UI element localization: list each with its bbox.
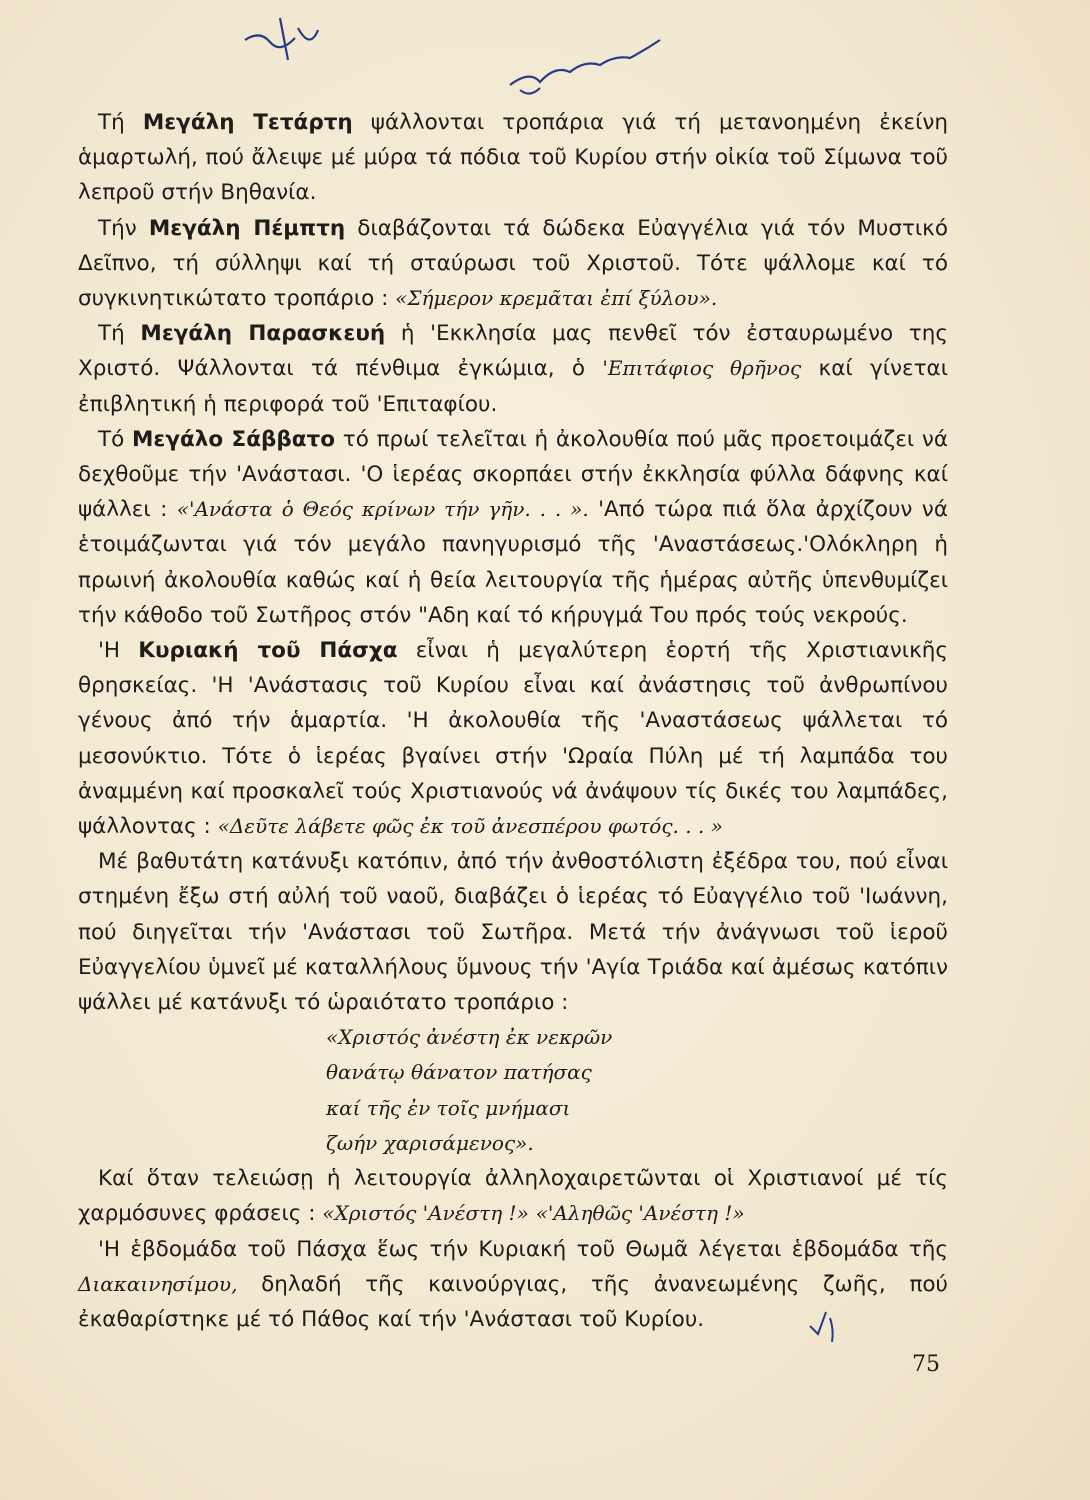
paragraph-saturday [78,422,948,633]
page-number: 75 [912,1352,940,1377]
paragraph-text: Καί ὅταν τελειώσῃ ἡ λειτουργία ἀλληλοχαιρετῶνται οἱ Χριστιανοί μέ τίς χαρμόσυνες φράσεις : [78,1166,948,1227]
hymn-quote: «Σήμερον κρεμᾶται ἐπί ξύλου». [395,286,718,311]
paragraph-lead: Τό [98,426,133,452]
paragraph-gospel-reading [78,844,948,1020]
paragraph-lead: 'Η ἑβδομάδα τοῦ Πάσχα ἕως τήν Κυριακή τοῦ Θωμᾶ λέγεται ἑβδομάδα τῆς [98,1236,948,1262]
paragraph-lead: Τή [98,321,141,347]
poem-line: ζωήν χαρισάμενος». [326,1130,534,1155]
day-heading: Μεγάλο Σάββατο [132,426,336,452]
day-heading: Μεγάλη Παρασκευή [140,321,386,347]
paragraph-greetings [78,1161,948,1231]
paragraph-text: ψάλλονται τροπάρια γιά τή μετανοημένη ἐκείνη ἁμαρτωλή, πού ἄλειψε μέ μύρα τά πόδια τοῦ Κυρίου στήν οἰκία τοῦ Σίμωνα τοῦ λεπροῦ στήν Βηθανία. [78,110,949,206]
greeting-reply-quote: «'Αληθῶς 'Ανέστη !» [535,1201,745,1226]
paragraph-lead: Τήν [98,215,149,241]
body-text [78,105,948,1337]
troparion-poem [78,1020,948,1161]
day-heading: Κυριακή τοῦ Πάσχα [138,638,398,664]
paragraph-wednesday [78,105,948,211]
greeting-quote: «Χριστός 'Ανέστη !» [322,1201,529,1226]
paragraph-thursday [78,211,948,317]
poem-line: «Χριστός ἀνέστη ἐκ νεκρῶν [326,1025,613,1050]
paragraph-text: διαβάζονται τά δώδεκα Εὐαγγέλια γιά τόν Μυστικό Δεῖπνο, τή σύλληψι καί τή σταύρωσι τοῦ Χριστοῦ. Τότε ψάλλομε καί τό συγκινητικώτατο τροπάριο : [78,215,948,312]
day-heading: Μεγάλη Τετάρτη [142,110,353,135]
hymn-quote: «Δεῦτε λάβετε φῶς ἐκ τοῦ ἀνεσπέρου φωτός. . . » [217,814,723,839]
paragraph-text: Μέ βαθυτάτη κατάνυξι κατόπιν, ἀπό τήν ἀνθοστόλιστη ἐξέδρα του, πού εἶναι στημένη ἔξω στή αὐλή τοῦ ναοῦ, διαβάζει ὁ ἱερέας τό Εὐαγγέλιο τοῦ 'Ιωάννη, πού διηγεῖται τήν 'Ανάστασι τοῦ Σωτῆρα. Μετά τήν ἀνάγνωσι τοῦ ἱεροῦ Εὐαγγελίου ὑμνεῖ μέ καταλλήλους ὕμνους τήν 'Αγία Τριάδα καί ἀμέσως κατόπιν ψάλλει μέ κατάνυξι τό ὡραιότατο τροπάριο : [78,849,948,1016]
poem-line: θανάτῳ θάνατον πατήσας [326,1060,592,1085]
paragraph-gap [529,1201,536,1226]
paragraph-text: δηλαδή τῆς καινούργιας, τῆς ἀνανεωμένης ζωῆς, πού ἐκαθαρίστηκε μέ τό Πάθος καί τήν 'Ανάστασι τοῦ Κυρίου. [78,1271,948,1332]
week-name: Διακαινησίμου, [78,1271,238,1296]
paragraph-text: ἡ 'Εκκλησία μας πενθεῖ τόν ἐσταυρωμένο της Χριστό. Ψάλλονται τά πένθιμα ἐγκώμια, ὁ [78,321,948,382]
hymn-quote: «'Ανάστα ὁ Θεός κρίνων τήν γῆν. . . ». [176,497,589,522]
hymn-quote: 'Επιτάφιος θρῆνος [602,356,802,381]
paragraph-text: εἶναι ἡ μεγαλύτερη ἑορτή τῆς Χριστιανικῆς θρησκείας. 'Η 'Ανάστασις τοῦ Κυρίου εἶναι καί ἀνάστησις τοῦ ἀνθρωπίνου γένους ἀπό τήν ἁμαρτία. 'Η ἀκολουθία τῆς 'Αναστάσεως ψάλλεται τό μεσονύκτιο. Τότε ὁ ἱερέας βγαίνει στήν 'Ωραία Πύλη μέ τή λαμπάδα του ἀναμμένη καί προσκαλεῖ τούς Χριστιανούς νά ἀνάψουν τίς δικές του λαμπάδες, ψάλλοντας : [78,638,948,840]
paragraph-tail: καί γίνεται ἐπιβλητική ἡ περιφορά τοῦ 'Επιταφίου. [78,356,949,417]
paragraph-text: τό πρωί τελεῖται ἡ ἀκολουθία πού μᾶς προετοιμάζει νά δεχθοῦμε τήν 'Ανάστασι. 'Ο ἱερέας σκορπάει στήν ἐκκλησία φύλλα δάφνης καί ψάλλει : [78,426,948,523]
handwritten-scribble [240,10,680,100]
handwritten-mark [808,1304,842,1344]
paragraph-easter-sunday [78,633,948,844]
paragraph-lead: Τή [98,110,143,135]
poem-line: καί τῆς ἐν τοῖς μνήμασι [326,1095,571,1120]
day-heading: Μεγάλη Πέμπτη [148,215,346,241]
paragraph-tail: 'Από τώρα πιά ὅλα ἀρχίζουν νά ἑτοιμάζωνται γιά τόν μεγάλο πανηγυρισμό τῆς 'Αναστάσεως.'Ολόκληρη ἡ πρωινή ἀκολουθία καθώς καί ἡ θεία λειτουργία τῆς ἡμέρας αὐτῆς ὑπενθυμίζει τήν κάθοδο τοῦ Σωτῆρος στόν "Αδη καί τό κήρυγμά Του πρός τούς νεκρούς. [78,497,948,628]
paragraph-lead: 'Η [98,638,139,664]
paragraph-friday [78,316,948,422]
